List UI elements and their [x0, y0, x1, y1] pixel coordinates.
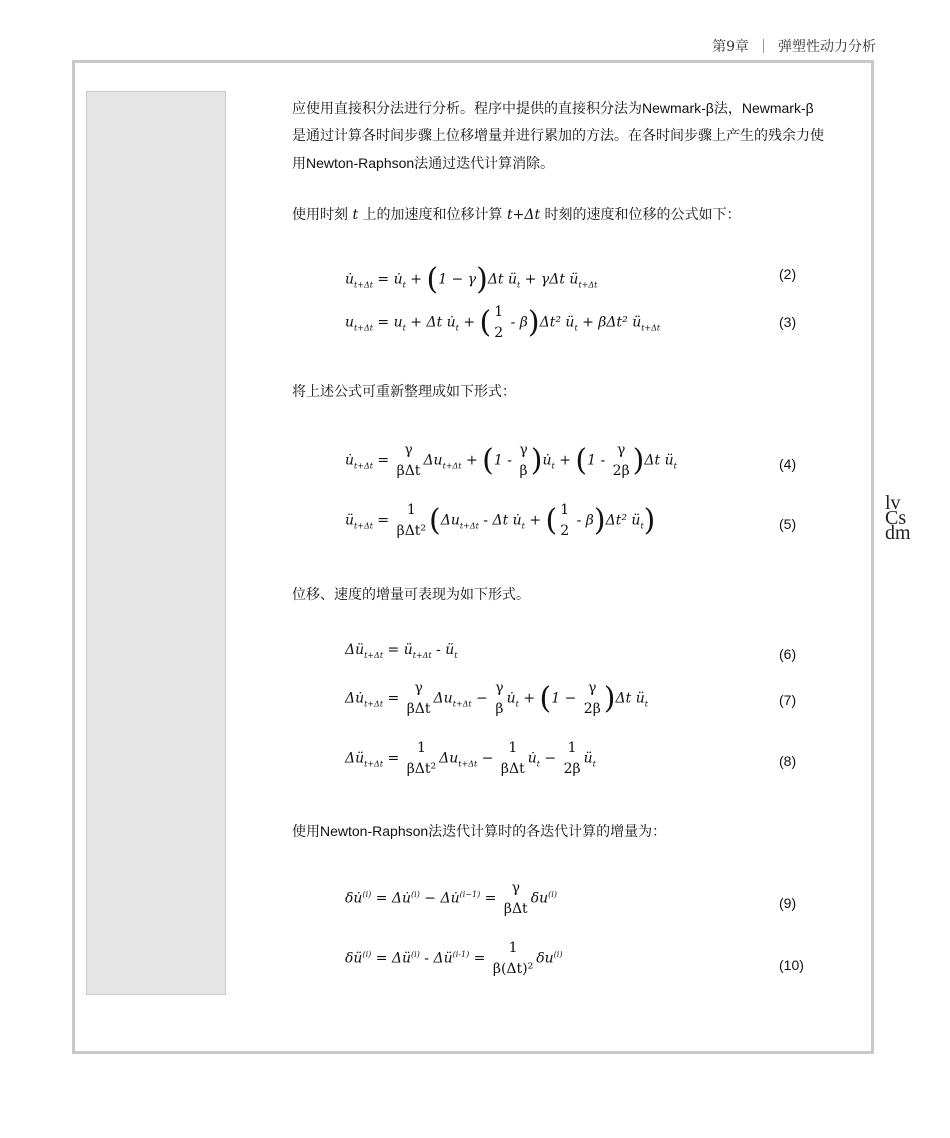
margin-watermark-text: lvCsdm	[885, 492, 911, 544]
method-name: Newmark-β	[741, 100, 814, 116]
equation-6: $\Delta ü_{t+\Delta t}$ = $ü_{t+\Delta t}$ - $ü_t$	[345, 642, 458, 660]
paragraph-intro	[292, 95, 824, 178]
equation-9: δu̇$^{(i)}$ = Δu̇$^{(i)}$ − Δu̇$^{(i-1)}$ = γ βΔt $\delta u^{(i)}$	[345, 880, 557, 917]
method-name: Newton-Raphson	[320, 823, 429, 839]
header-divider	[763, 39, 764, 53]
method-name: Newmark-β	[642, 100, 714, 116]
equation-number: (5)	[779, 516, 797, 532]
text: 用	[292, 156, 306, 172]
equation-number: (3)	[779, 314, 797, 330]
chapter-title: 弹塑性动力分析	[778, 39, 876, 55]
page-header	[712, 36, 876, 56]
text: 应使用直接积分法进行分析。程序中提供的直接积分法为	[292, 101, 642, 117]
equation-2: $u̇_{t+\Delta t}$ = $u̇_t + (1 - \gamma)\Delta t$ $ü_t + \gamma\Delta t$ $ü_{t+\Delta t}$	[345, 262, 598, 297]
text: 法通过迭代计算消除。	[414, 156, 555, 172]
text-line: 是通过计算各时间步骤上位移增量并进行累加的方法。在各时间步骤上产生的残余力使	[292, 128, 824, 144]
paragraph-iteration	[292, 818, 666, 846]
chapter-label: 第9章	[712, 39, 749, 55]
paragraph-increments: 位移、速度的增量可表现为如下形式。	[292, 587, 530, 603]
equation-number: (6)	[779, 646, 797, 662]
text: 使用	[292, 824, 320, 840]
equation-number: (9)	[779, 895, 797, 911]
equation-4: $u̇_{t+\Delta t}$ = γ βΔt $\Delta u_{t+\Delta t} + (1$ - γ β )$u̇_t + (1$ - γ 2β )Δt $ü_t$	[345, 442, 677, 479]
paragraph-rearrange: 将上述公式可重新整理成如下形式：	[292, 384, 516, 400]
text: 时刻的速度和位移的公式如下：	[544, 207, 741, 223]
text: 法，	[713, 101, 742, 117]
variable: t+Δt	[507, 207, 541, 223]
margin-panel	[86, 91, 226, 995]
paragraph-formula-intro	[292, 202, 741, 229]
equation-number: (8)	[779, 753, 797, 769]
text: 使用时刻	[292, 207, 348, 223]
equation-number: (4)	[779, 456, 797, 472]
equation-5: $ü_{t+\Delta t}$ = 1 βΔt² ($\Delta u_{t+\Delta t}$ - Δt $u̇_t$ + ( 1 2 - β)Δt² $ü_t$)	[345, 502, 656, 539]
equation-8: $\Delta ü_{t+\Delta t}$ = 1 βΔt² $\Delta u_{t+\Delta t}$ − 1 βΔt $u̇_t$ − 1 2β $ü_t$	[345, 740, 596, 777]
text: 法迭代计算时的各迭代计算的增量为：	[428, 824, 667, 840]
equation-number: (10)	[779, 957, 804, 973]
equation-10: $\delta ü^{(i)}$ = $\Delta ü^{(i)}$ - $\Delta ü^{(i-1)}$ = 1 β(Δt)² $\delta u^{(i)}$	[345, 940, 563, 977]
equation-number: (2)	[779, 266, 797, 282]
text: 上的加速度和位移计算	[362, 207, 503, 223]
equation-7: $\Delta u̇_{t+\Delta t}$ = γ βΔt $\Delta u_{t+\Delta t}$ − γ β $u̇_t + (1$ − γ 2β )Δt $ü_t$	[345, 680, 648, 717]
method-name: Newton-Raphson	[306, 155, 415, 171]
variable: t	[352, 207, 359, 223]
equation-3: $u_{t+\Delta t} = u_t + \Delta t$ $u̇_t$ + ( 1 2 - β)Δt² $ü_t + \beta\Delta t^2$ $ü_{t+\Delta t}$	[345, 304, 661, 341]
equation-number: (7)	[779, 692, 797, 708]
